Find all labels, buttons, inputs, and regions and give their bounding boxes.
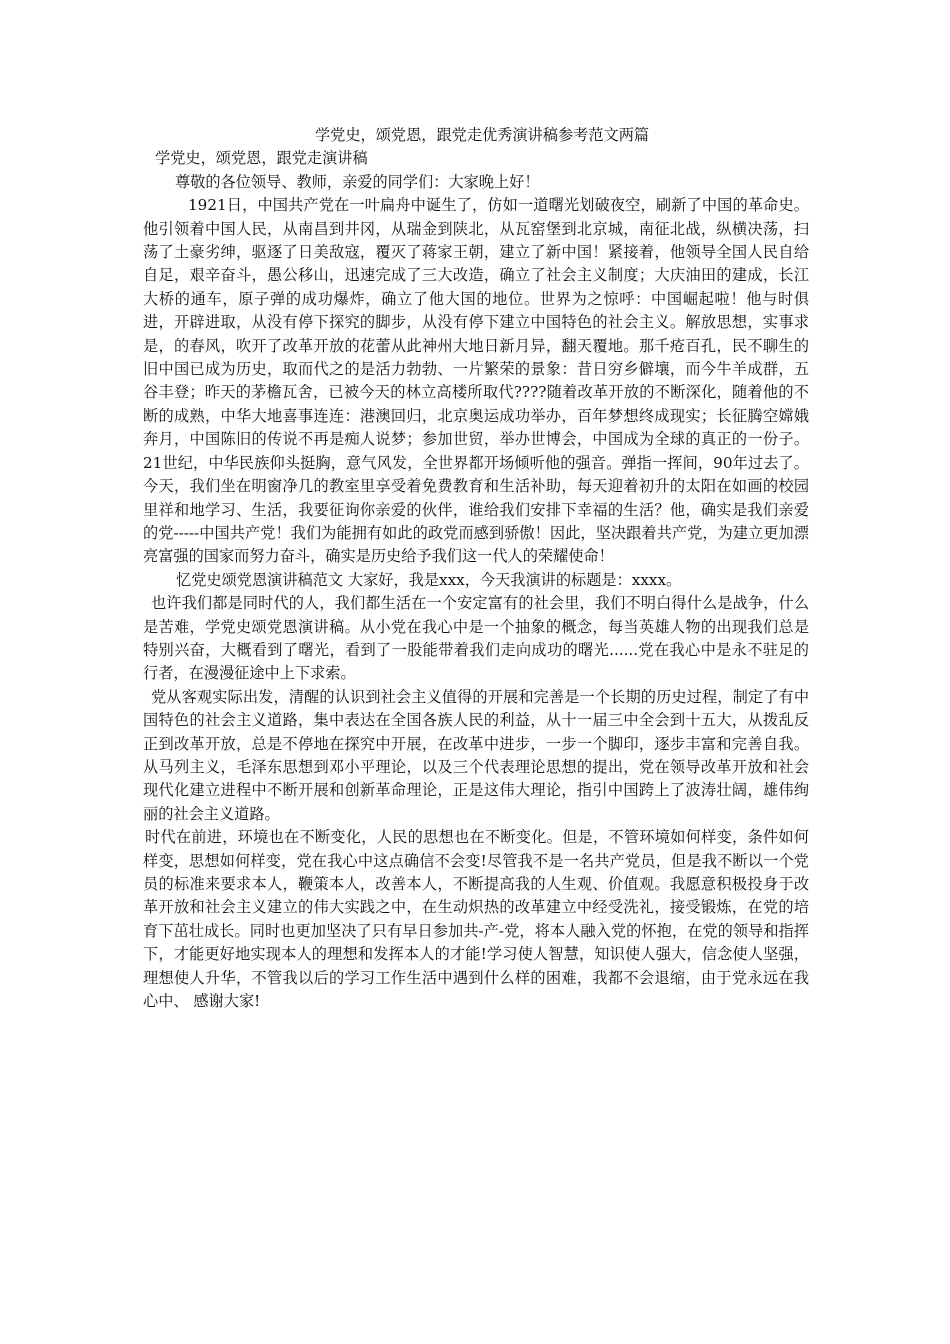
second-speech-heading: 忆党史颂党恩演讲稿范文 大家好，我是xxx，今天我演讲的标题是：xxxx。	[176, 570, 682, 589]
greeting-paragraph: 尊敬的各位领导、教师，亲爱的同学们：大家晚上好！	[175, 172, 540, 191]
document-title: 学党史，颂党恩，跟党走优秀演讲稿参考范文两篇	[314, 126, 650, 144]
body-paragraph-2: 也许我们都是同时代的人，我们都生活在一个安定富有的社会里，我们不明白得什么是战争，什么是苦难，学党史颂党恩演讲稿。从小党在我心中是一个抽象的概念，每当英雄人物的出现我们总是特别兴奋，大概看到了曙光，看到了一股能带着我们走向成功的曙光......党在我心中是永不驻足的行者，在漫漫征途中上下求索。	[143, 594, 809, 683]
body-paragraph-1: 1921日，中国共产党在一叶扁舟中诞生了，仿如一道曙光划破夜空，刷新了中国的革命史。他引领着中国人民，从南昌到井冈，从瑞金到陕北，从瓦窑堡到北京城，南征北战，纵横决荡，扫荡了土豪劣绅，驱逐了日美敌寇，覆灭了蒋家王朝，建立了新中国！紧接着，他领导全国人民自给自足，艰辛奋斗，愚公移山，迅速完成了三大改造，确立了社会主义制度；大庆油田的建成，长江大桥的通车，原子弹的成功爆炸，确立了他大国的地位。世界为之惊呼：中国崛起啦！他与时俱进，开辟进取，从没有停下探究的脚步，从没有停下建立中国特色的社会主义。解放思想，实事求是，的春风，吹开了改革开放的花蕾从此神州大地日新月异，翻天覆地。那千疮百孔，民不聊生的旧中国已成为历史，取而代之的是活力勃勃、一片繁荣的景象：昔日穷乡僻壤，而今牛羊成群，五谷丰登；昨天的茅檐瓦舍，已被今天的林立高楼所取代????随着改革开放的不断深化，随着他的不断的成熟，中华大地喜事连连：港澳回归，北京奥运成功举办，百年梦想终成现实；长征腾空嫦娥奔月，中国陈旧的传说不再是痴人说梦；参加世贸，举办世博会，中国成为全球的真正的一份子。21世纪，中华民族仰头挺胸，意气风发，全世界都开场倾听他的强音。弹指一挥间，90年过去了。今天，我们坐在明窗净几的教室里享受着免费教育和生活补助，每天迎着初升的太阳在如画的校园里祥和地学习、生活，我要征询你亲爱的伙伴，谁给我们安排下幸福的生活？他，确实是我们亲爱的党-----中国共产党！我们为能拥有如此的政党而感到骄傲！因此，坚决跟着共产党，为建立更加漂亮富强的国家而努力奋斗，确实是历史给予我们这一代人的荣耀使命！	[143, 196, 809, 566]
body-paragraph-4: 时代在前进，环境也在不断变化，人民的思想也在不断变化。但是，不管环境如何样变，条件如何样变，思想如何样变，党在我心中这点确信不会变!尽管我不是一名共产党员，但是我不断以一个党员的标准来要求本人，鞭策本人，改善本人，不断提高我的人生观、价值观。我愿意积极投身于改革开放和社会主义建立的伟大实践之中，在生动炽热的改革建立中经受洗礼，接受锻炼，在党的培育下茁壮成长。同时也更加坚决了只有早日参加共-产-党，将本人融入党的怀抱，在党的领导和指挥下，才能更好地实现本人的理想和发挥本人的才能!学习使人智慧，知识使人强大，信念使人坚强，理想使人升华，不管我以后的学习工作生活中遇到什么样的困难，我都不会退缩，由于党永远在我心中、 感谢大家!	[143, 828, 809, 1011]
document-body	[143, 124, 809, 1013]
speech-subtitle: 学党史，颂党恩，跟党走演讲稿	[155, 149, 368, 168]
body-paragraph-3: 党从客观实际出发，清醒的认识到社会主义值得的开展和完善是一个长期的历史过程，制定了有中国特色的社会主义道路，集中表达在全国各族人民的利益，从十一届三中全会到十五大，从拨乱反正到改革开放，总是不停地在探究中开展，在改革中进步，一步一个脚印，逐步丰富和完善自我。从马列主义，毛泽东思想到邓小平理论，以及三个代表理论思想的提出，党在领导改革开放和社会现代化建立进程中不断开展和创新革命理论，正是这伟大理论，指引中国跨上了波涛壮阔，雄伟绚丽的社会主义道路。	[143, 687, 809, 823]
